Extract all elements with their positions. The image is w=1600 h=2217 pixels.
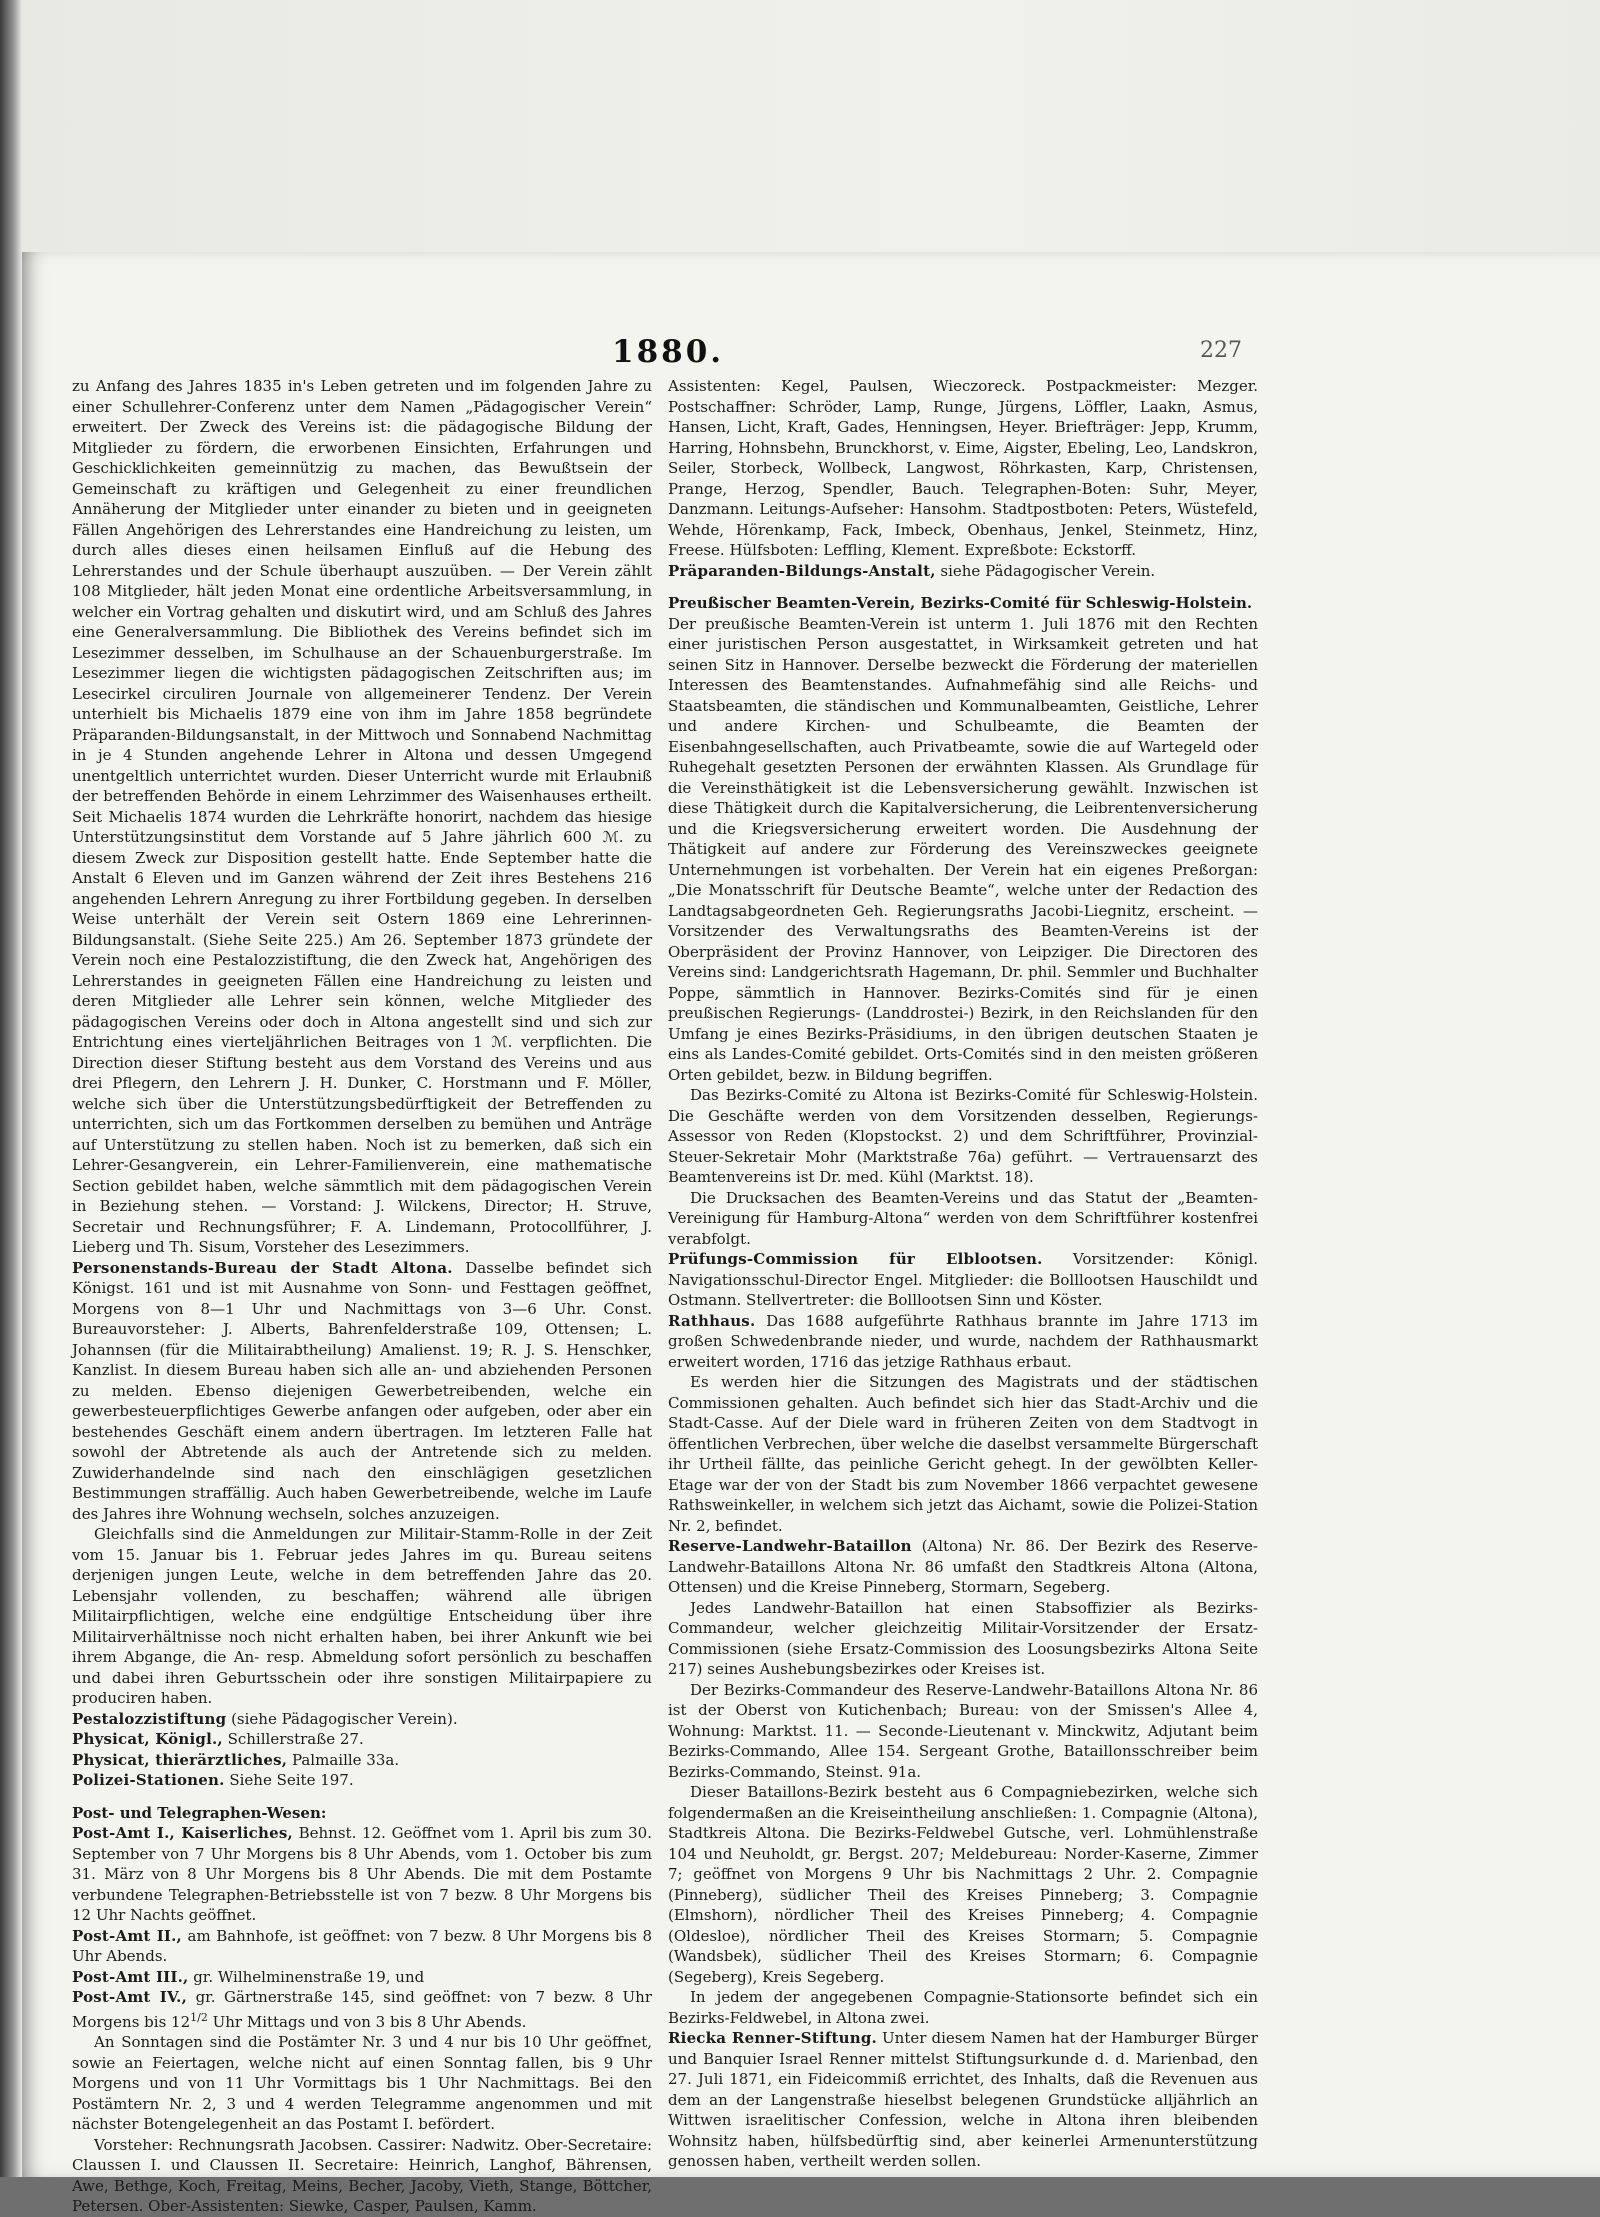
entry-renner-stiftung — [668, 2028, 1258, 2172]
entry-title: Pestalozzistiftung — [72, 1709, 227, 1728]
entry-text: Unter diesem Namen hat der Hamburger Bürger und Banquier Israel Renner mittelst Stiftungsurkunde d. d. Marienbad, den 27. Juli 1871, ein Fideicommiß errichtet, des Inhalts, daß die Revenuen aus dem an der Langenstraße hieselbst belegenen Grundstücke alljährlich an Wittwen israelitischer Confession, welche in Altona ihren bleibenden Wohnsitz haben, hülfsbedürftig sind, aber keinerlei Armenunterstützung genossen haben, vertheilt werden sollen. — [668, 2029, 1258, 2170]
entry-title: Physicat, Königl., — [72, 1730, 223, 1748]
entry-pestalozzi — [72, 1709, 652, 1730]
entry-text: (Altona) Nr. 86. Der Bezirk des Reserve-Landwehr-Bataillons Altona Nr. 86 umfaßt den Stadtkreis Altona (Altona, Ottensen) und die Kreise Pinneberg, Stormarn, Segeberg. — [668, 1537, 1258, 1596]
entry-reserve-landwehr — [668, 1536, 1258, 1598]
entry-text: Siehe Seite 197. — [224, 1771, 354, 1789]
paragraph-militair: Gleichfalls sind die Anmeldungen zur Militair-Stamm-Rolle in der Zeit vom 15. Januar bis 1. Februar jedes Jahres im qu. Bureau seitens derjenigen jungen Leute, welche in dem betreffenden Jahre das 20. Lebensjahr vollenden, zu beschaffen; während alle übrigen Militairpflichtigen, welche eine endgültige Entscheidung über ihre Militairverhältnisse noch nicht erhalten haben, bei ihrer Ankunft wie bei ihrem Abgange, die An- resp. Abmeldung sofort persönlich zu beschaffen und dabei ihren Geburtsschein oder ihre sonstigen Militairpapiere zu produciren haben. — [72, 1525, 652, 1707]
entry-title: Reserve-Landwehr-Bataillon — [668, 1537, 912, 1555]
entry-title: Physicat, thierärztliches, — [72, 1750, 288, 1769]
paragraph-post-personal: Vorsteher: Rechnungsrath Jacobsen. Cassirer: Nadwitz. Ober-Secretaire: Claussen I. und Claussen II. Secretaire: Heinrich, Langhof, Bährensen, Awe, Bethge, Koch, Freitag, Meins, Becher, Jacoby, Vieth, Stange, Böttcher, Petersen. Ober-Assistenten: Siewke, Casper, Paulsen, Kamm. — [72, 2135, 652, 2215]
section-heading-post: Post- und Telegraphen-Wesen: — [72, 1803, 327, 1822]
entry-title: Polizei-Stationen. — [72, 1771, 225, 1789]
entry-text: Dasselbe befindet sich Königst. 161 und ist mit Ausnahme von Sonn- und Festtagen geöffnet, Morgens von 8—1 Uhr und Nachmittags von 3—6 Uhr. Const. Bureauvorsteher: J. Alberts, Bahrenfelderstraße 109, Ottensen; L. Johannsen (für die Militairabtheilung) Amalienst. 19; R. J. S. Henschker, Kanzlist. In diesem Bureau haben sich alle an- und abziehenden Personen zu melden. Ebenso diejenigen Gewerbetreibenden, welche ein gewerbesteuerpflichtiges Gewerbe anfangen oder aufgeben, oder aber ein bestehendes Geschäft einem andern übertragen. Im letzteren Falle hat sowohl der Abtretende als auch der Antretende sich zu melden. Zuwiderhandelnde sind nach den einschlägigen gesetzlichen Bestimmungen straffällig. Auch haben Gewerbetreibende, welche im Laufe des Jahres ihre Wohnung wechseln, solches anzuzeigen. — [72, 1258, 653, 1523]
entry-postamt-4 — [72, 1987, 652, 2032]
entry-title: Präparanden-Bildungs-Anstalt, — [668, 561, 936, 580]
entry-text: gr. Wilhelminenstraße 19, und — [188, 1967, 425, 1986]
paragraph-post-personal-cont: Assistenten: Kegel, Paulsen, Wieczoreck. Postpackmeister: Mezger. Postschaffner: Schröder, Lamp, Runge, Jürgens, Löffler, Laakn, Asmus, Hansen, Licht, Kraft, Gades, Henningsen, Heyer. Briefträger: Jepp, Krumm, Harring, Hohnsbehn, Brunckhorst, v. Eime, Aigster, Ebeling, Leo, Landskron, Seiler, Storbeck, Wollbeck, Langwost, Röhrkasten, Karp, Christensen, Prange, Herzog, Spendler, Bauch. Telegraphen-Boten: Suhr, Meyer, Danzmann. Leitungs-Aufseher: Hansohm. Stadtpostboten: Peters, Wüstefeld, Wehde, Hörenkamp, Fack, Imbeck, Obenhaus, Jenkel, Steinmetz, Hinz, Freese. Hülfsboten: Leffling, Klement. Expreßbote: Eckstorff. — [668, 377, 1258, 559]
paragraph-landwehr-2: Der Bezirks-Commandeur des Reserve-Landwehr-Bataillons Altona Nr. 86 ist der Oberst von Kutichenbach; Bureau: von der Smissen's Allee 4, Wohnung: Marktst. 11. — Seconde-Lieutenant v. Minckwitz, Adjutant beim Bezirks-Commando, Allee 154. Sergeant Grothe, Bataillonsschreiber beim Bezirks-Commando, Steinst. 91a. — [668, 1680, 1258, 1781]
right-column — [668, 376, 1258, 2170]
entry-title: Post-Amt II., — [72, 1926, 182, 1945]
paragraph-rathhaus: Es werden hier die Sitzungen des Magistrats und der städtischen Commissionen gehalten. Auch befindet sich hier das Stadt-Archiv und die Stadt-Casse. Auf der Diele ward in früheren Zeiten von dem Stadtvogt in öffentlichen Verbrechen, über welche die daselbst versammelte Bürgerschaft ihr Urtheil fällte, das peinliche Gericht gehegt. In der gewölbten Keller-Etage war der von der Stadt bis zum November 1866 verpachtet gewesene Rathsweinkeller, in welchem sich jetzt das Aichamt, sowie die Polizei-Station Nr. 2, befindet. — [668, 1373, 1258, 1535]
entry-praeparanden — [668, 561, 1258, 582]
entry-pruefungs-commission — [668, 1249, 1258, 1311]
paragraph-paed-verein: zu Anfang des Jahres 1835 in's Leben getreten und im folgenden Jahre zu einer Schullehrer-Conferenz unter dem Namen „Pädagogischer Verein“ erweitert. Der Zweck des Vereins ist: die pädagogische Bildung der Mitglieder zu fördern, die erworbenen Einsichten, Erfahrungen und Geschicklichkeiten gemeinnützig zu machen, das Bewußtsein der Gemeinschaft zu kräftigen und Gelegenheit zu einer freundlichen Annäherung der Mitglieder unter einander zu bieten und in geeigneten Fällen Angehörigen des Lehrerstandes eine Handreichung zu leisten, um durch alles dieses einen heilsamen Einfluß auf die Hebung des Lehrerstandes und der Schule überhaupt auszuüben. — Der Verein zählt 108 Mitglieder, hält jeden Monat eine ordentliche Arbeitsversammlung, in welcher ein Vortrag gehalten und diskutirt wird, und am Schluß des Jahres eine Generalversammlung. Die Bibliothek des Vereins befindet sich im Lesezimmer desselben, im Schulhause an der Schauenburgerstraße. Im Lesezimmer liegen die wichtigsten pädagogischen Zeitschriften aus; im Lesecirkel circuliren Journale von allgemeinerer Tendenz. Der Verein unterhielt bis Michaelis 1879 eine von ihm im Jahre 1858 begründete Präparanden-Bildungsanstalt, in der Mittwoch und Sonnabend Nachmittag in je 4 Stunden angehende Lehrer in Altona und dessen Umgegend unentgeltlich unterrichtet wurden. Dieser Unterricht wurde mit Erlaubniß der betreffenden Behörde in einem Lehrzimmer des Waisenhauses ertheilt. Seit Michaelis 1874 wurden die Lehrkräfte honorirt, nachdem das hiesige Unterstützungsinstitut dem Vorstande auf 5 Jahre jährlich 600 ℳ. zu diesem Zweck zur Disposition gestellt hatte. Ende September hatte die Anstalt 6 Eleven und im Ganzen während der Zeit ihres Bestehens 216 angehenden Lehrern Anregung zu ihrer Fortbildung gegeben. In derselben Weise unterhält der Verein seit Ostern 1869 eine Lehrerinnen-Bildungsanstalt. (Siehe Seite 225.) Am 26. September 1873 gründete der Verein noch eine Pestalozzistiftung, die den Zweck hat, Angehörigen des Lehrerstandes in geeigneten Fällen eine Handreichung zu leisten und deren Mitglieder alle Lehrer sein können, welche Mitglieder des pädagogischen Vereins oder doch in Altona angestellt sind und sich zur Entrichtung eines vierteljährlichen Beitrages von 1 ℳ. verpflichten. Die Direction dieser Stiftung besteht aus dem Vorstand des Vereins und aus drei Pflegern, den Lehrern J. H. Dunker, C. Horstmann und F. Möller, welche sich über die Unterstützungsbedürftigkeit der Betreffenden zu unterrichten, sich um das Fortkommen derselben zu bemühen und Anträge auf Unterstützung zu stellen haben. Noch ist zu bemerken, daß sich ein Lehrer-Gesangverein, ein Lehrer-Familienverein, eine mathematische Section gebildet haben, welche sämmtlich mit dem pädagogischen Verein in Beziehung stehen. — Vorstand: J. Wilckens, Director; H. Struve, Secretair und Rechnungsführer; F. A. Lindemann, Protocollführer, J. Lieberg und Th. Sisum, Vorsteher des Lesezimmers. — [72, 377, 652, 1256]
entry-text: gr. Gärtnerstraße 145, sind geöffnet: von 7 bezw. 8 Uhr Morgens bis 12 — [72, 1988, 652, 2031]
entry-text: (siehe Pädagogischer Verein). — [226, 1709, 458, 1728]
left-column — [72, 376, 653, 2215]
entry-physicat-thier — [72, 1750, 652, 1771]
entry-title: Personenstands-Bureau der Stadt Altona. — [72, 1258, 453, 1277]
entry-text: Behnst. 12. Geöffnet vom 1. April bis zum 30. September von 7 Uhr Morgens bis 8 Uhr Abends, vom 1. October bis zum 31. März von 8 Uhr Morgens bis 8 Uhr Abends. Die mit dem Postamte verbundene Telegraphen-Betriebsstelle ist von 7 bezw. 8 Uhr Morgens bis 12 Uhr Nachts geöffnet. — [72, 1824, 652, 1924]
page-year: 1880. — [612, 334, 725, 370]
entry-text: Das 1688 aufgeführte Rathhaus brannte im Jahre 1713 im großen Schwedenbrande nieder, und wurde, nachdem der Rathhausmarkt erweitert worden, 1716 das jetzige Rathhaus erbaut. — [668, 1311, 1258, 1371]
entry-polizei — [72, 1770, 652, 1791]
page-number: 227 — [1200, 338, 1242, 363]
paragraph-landwehr-1: Jedes Landwehr-Bataillon hat einen Stabsoffizier als Bezirks-Commandeur, welcher gleichzeitig Militair-Vorsitzender der Ersatz-Commissionen (siehe Ersatz-Commission des Loosungsbezirks Altona Seite 217) seines Aushebungsbezirkes oder Kreises ist. — [668, 1598, 1258, 1678]
fraction: 1/2 — [190, 2010, 208, 2024]
entry-rathhaus — [668, 1311, 1258, 1373]
paragraph-beamten-drucksachen: Die Drucksachen des Beamten-Vereins und das Statut der „Beamten-Vereinigung für Hamburg-Altona“ werden von dem Schriftführer kostenfrei verabfolgt. — [668, 1188, 1258, 1248]
section-heading-beamten: Preußischer Beamten-Verein, Bezirks-Comité für Schleswig-Holstein. — [668, 594, 1253, 612]
paragraph-landwehr-4: In jedem der angegebenen Compagnie-Stationsorte befindet sich ein Bezirks-Feldwebel, in Altona zwei. — [668, 1988, 1258, 2027]
paragraph-landwehr-3: Dieser Bataillons-Bezirk besteht aus 6 Compagniebezirken, welche sich folgendermaßen an die Kreiseintheilung anschließen: 1. Compagnie (Altona), Stadtkreis Altona. Die Bezirks-Feldwebel Gutsche, verl. Lohmühlenstraße 104 und Neuholdt, gr. Bergst. 207; Meldebureau: Norder-Kaserne, Zimmer 7; geöffnet von Morgens 9 Uhr bis Nachmittags 2 Uhr. 2. Compagnie (Pinneberg), südlicher Theil des Kreises Pinneberg; 3. Compagnie (Elmshorn), nördlicher Theil des Kreises Pinneberg; 4. Compagnie (Oldesloe), nördlicher Theil des Kreises Stormarn; 5. Compagnie (Wandsbek), südlicher Theil des Kreises Stormarn; 6. Compagnie (Segeberg), Kreis Segeberg. — [668, 1783, 1258, 1986]
paragraph-sonntag: An Sonntagen sind die Postämter Nr. 3 und 4 nur bis 10 Uhr geöffnet, sowie an Feiertagen, welche nicht auf einen Sonntag fallen, bis 9 Uhr Morgens und von 11 Uhr Vormittags bis 1 Uhr Nachmittags. Bei den Postämtern Nr. 2, 3 und 4 werden Telegramme angenommen und mit nächster Botengelegenheit an das Postamt I. befördert. — [72, 2033, 652, 2133]
entry-title: Post-Amt I., Kaiserliches, — [72, 1824, 293, 1842]
entry-physicat-koenigl — [72, 1729, 652, 1750]
entry-text: Palmaille 33a. — [287, 1750, 400, 1769]
entry-title: Prüfungs-Commission für Elblootsen. — [668, 1250, 1043, 1268]
entry-text: am Bahnhofe, ist geöffnet: von 7 bezw. 8 Uhr Morgens bis 8 Uhr Abends. — [72, 1926, 652, 1965]
entry-title: Post-Amt IV., — [72, 1988, 188, 2006]
entry-personenstand — [72, 1258, 652, 1525]
book-page — [22, 252, 1600, 2215]
entry-postamt-1 — [72, 1823, 652, 1926]
entry-postamt-3 — [72, 1967, 652, 1988]
entry-text: Vorsitzender: Königl. Navigationsschul-Director Engel. Mitglieder: die Bolllootsen Hauschildt und Ostmann. Stellvertreter: die Bolllootsen Sinn und Köster. — [668, 1250, 1258, 1309]
entry-title: Rathhaus. — [668, 1311, 756, 1330]
entry-text: siehe Pädagogischer Verein. — [935, 561, 1156, 580]
entry-text: Schillerstraße 27. — [222, 1730, 364, 1748]
entry-text: Uhr Mittags und von 3 bis 8 Uhr Abends. — [207, 2012, 527, 2031]
paragraph-beamten-altona: Das Bezirks-Comité zu Altona ist Bezirks-Comité für Schleswig-Holstein. Die Geschäfte werden von dem Vorsitzenden desselben, Regierungs-Assessor von Reden (Klopstockst. 2) und dem Schriftführer, Provinzial-Steuer-Sekretair Mohr (Marktstraße 76a) geführt. — Vertrauensarzt des Beamtenvereins ist Dr. med. Kühl (Marktst. 18). — [668, 1086, 1258, 1186]
entry-postamt-2 — [72, 1926, 652, 1967]
entry-title: Post-Amt III., — [72, 1967, 189, 1986]
paragraph-beamten: Der preußische Beamten-Verein ist unterm 1. Juli 1876 mit den Rechten einer juristischen Person ausgestattet, in Wirksamkeit getreten und hat seinen Sitz in Hannover. Derselbe bezweckt die Förderung der materiellen Interessen des Beamtenstandes. Aufnahmefähig sind alle Reichs- und Staatsbeamten, die ständischen und Kommunalbeamten, Geistliche, Lehrer und andere Kirchen- und Schulbeamte, die Beamten der Eisenbahngesellschaften, auch Privatbeamte, sowie die auf Wartegeld oder Ruhegehalt gesetzten Personen der erwähnten Klassen. Als Grundlage für die Vereinsthätigkeit ist die Lebensversicherung gewählt. Inzwischen ist diese Thätigkeit durch die Kapitalversicherung, die Leibrentenversicherung und die Kriegsversicherung erweitert worden. Die Ausdehnung der Thätigkeit auf andere zur Förderung des Vereinszweckes geeignete Unternehmungen ist vorbehalten. Der Verein hat ein eigenes Preßorgan: „Die Monatsschrift für Deutsche Beamte“, welche unter der Redaction des Landtagsabgeordneten Geh. Regierungsraths Jacobi-Liegnitz, erscheint. — Vorsitzender des Verwaltungsraths des Beamten-Vereins ist der Oberpräsident der Provinz Hannover, von Leipziger. Die Directoren des Vereins sind: Landgerichtsrath Hagemann, Dr. phil. Semmler und Buchhalter Poppe, sämmtlich in Hannover. Bezirks-Comités sind für je einen preußischen Regierungs- (Landdrostei-) Bezirk, in den Reichslanden für den Umfang je eines Bezirks-Präsidiums, in den übrigen deutschen Staaten je eins als Landes-Comité gebildet. Orts-Comités sind in den meisten größeren Orten gebildet, bezw. in Bildung begriffen. — [668, 614, 1258, 1084]
entry-title: Riecka Renner-Stiftung. — [668, 2029, 877, 2047]
